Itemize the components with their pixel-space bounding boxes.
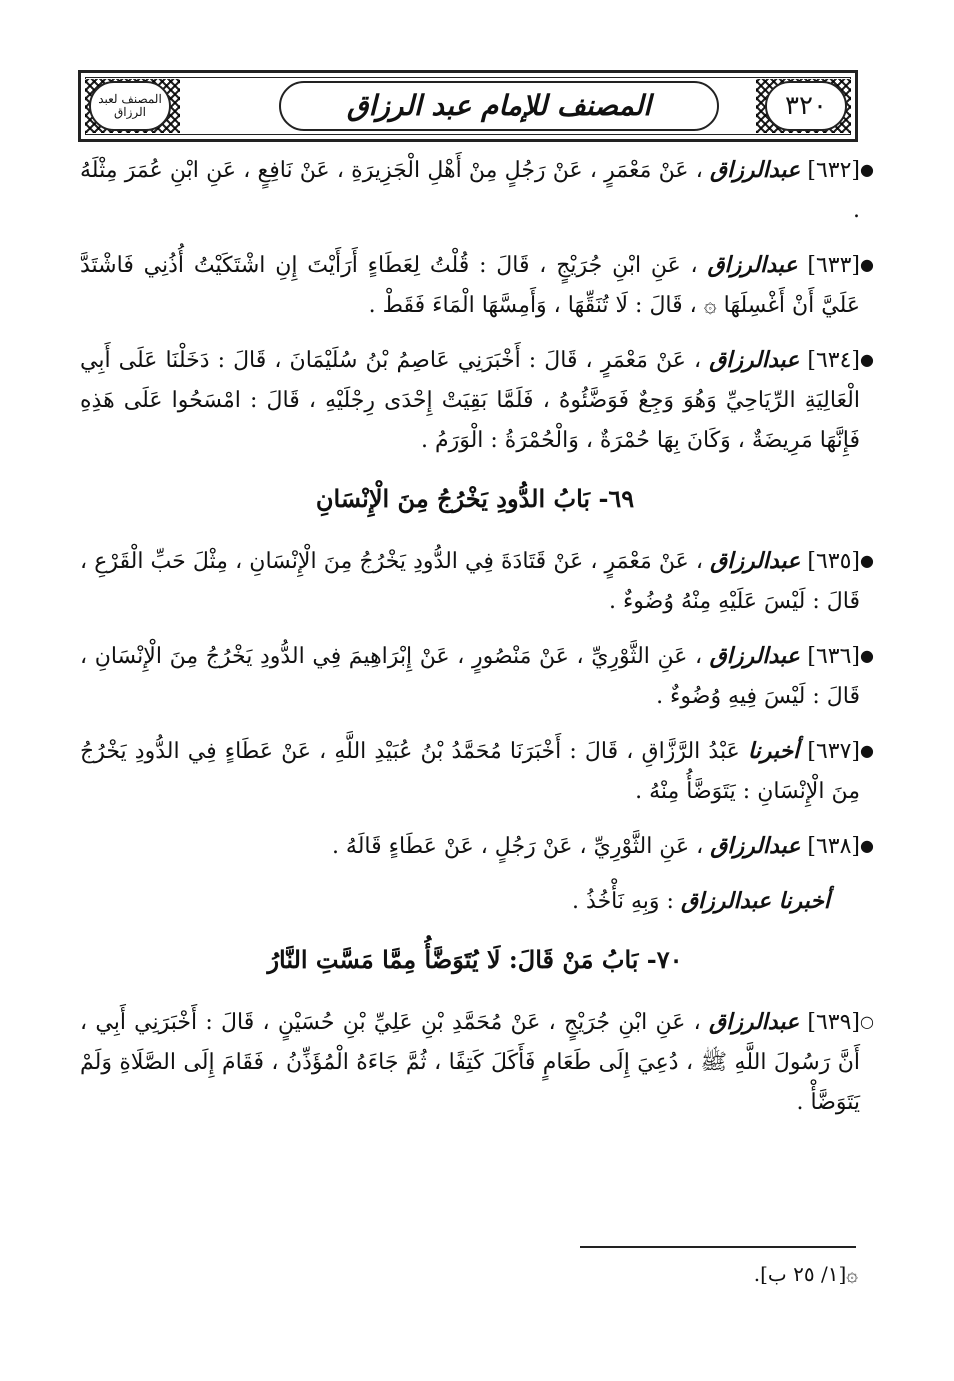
entry-637 <box>80 731 874 812</box>
narrator: عبدالرزاق <box>709 643 800 669</box>
logo-text: المصنف لعبد الرزاق <box>98 91 162 119</box>
bullet-icon: ● <box>860 350 874 369</box>
page-number-cartouche <box>765 81 847 131</box>
narrator: عبدالرزاق <box>710 548 801 574</box>
bullet-icon: ● <box>860 646 874 665</box>
entry-text: ، عَنْ مَعْمَرٍ ، عَنْ قَتَادَةَ فِي الدُّودِ يَخْرُجُ مِنَ الْإِنْسَانِ ، مِثْلَ حَبِّ الْقَرْعِ ، قَالَ : لَيْسَ عَلَيْهِ مِنْهُ وُضُوءٌ . <box>80 549 860 614</box>
entry-number: [٦٣٨] <box>807 834 860 859</box>
entry-number: [٦٣٣] <box>807 253 860 278</box>
footnote: ۞[١/ ٢٥ ب]. <box>753 1262 858 1286</box>
narrator: عبدالرزاق <box>707 252 798 278</box>
entry-633 <box>80 245 874 326</box>
entry-number: [٦٣٤] <box>807 348 861 373</box>
chapter-heading-69: ٦٩- بَابُ الدُّودِ يَخْرُجُ مِنَ الْإِنْسَانِ <box>315 484 635 513</box>
entry-636 <box>80 636 874 717</box>
page-number: ٣٢٠ <box>785 91 827 121</box>
akhbarana-line <box>80 881 870 922</box>
entry-632 <box>80 150 874 231</box>
narrator: عبدالرزاق <box>709 1009 800 1035</box>
entry-number: [٦٣٥] <box>807 549 860 574</box>
hollow-bullet-icon: ○ <box>860 1012 874 1031</box>
narrator: عبدالرزاق <box>709 347 800 373</box>
header-logo <box>89 81 171 131</box>
footnote-divider <box>580 1246 856 1248</box>
entry-text: ، عَنِ الثَّوْرِيِّ ، عَنْ رَجُلٍ ، عَنْ عَطَاءٍ قَالَهُ . <box>331 834 704 859</box>
entry-634 <box>80 340 874 461</box>
narrator: عبدالرزاق <box>710 833 801 859</box>
main-text <box>80 150 874 1137</box>
entry-text: : وَبِهِ نَأْخُذُ . <box>572 889 674 914</box>
entry-number: [٦٣٧] <box>807 739 861 764</box>
bullet-icon: ● <box>860 255 874 274</box>
entry-639 <box>80 1002 874 1123</box>
entry-638 <box>80 826 874 867</box>
chapter-heading-70: ٧٠- بَابُ مَنْ قَالَ: لَا يُتَوَضَّأُ مِمَّا مَسَّتِ النَّارُ <box>267 945 683 974</box>
entry-text: ، عَنِ ابْنِ جُرَيْجٍ ، عَنْ مُحَمَّدِ بْنِ عَلِيِّ بْنِ حُسَيْنٍ ، قَالَ : أَخْبَرَنِي أَبِي ، أَنَّ رَسُولَ اللَّهِ ﷺ ، دُعِيَ إِلَى طَعَامٍ فَأَكَلَ كَتِفًا ، ثُمَّ جَاءَهُ الْمُؤَذِّنُ ، فَقَامَ إِلَى الصَّلَاةِ وَلَمْ يَتَوَضَّأْ . <box>80 1010 860 1115</box>
title-cartouche <box>279 81 719 131</box>
page-header <box>78 70 858 142</box>
entry-text: ، عَنِ الثَّوْرِيِّ ، عَنْ مَنْصُورٍ ، عَنْ إِبْرَاهِيمَ فِي الدُّودِ يَخْرُجُ مِنَ الْإِنْسَانِ ، قَالَ : لَيْسَ فِيهِ وُضُوءٌ . <box>80 644 860 709</box>
entry-text: عَبْدُ الرَّزَّاقِ ، قَالَ : أَخْبَرَنَا مُحَمَّدُ بْنُ عُبَيْدِ اللَّهِ ، عَنْ عَطَاءٍ فِي الدُّودِ يَخْرُجُ مِنَ الْإِنْسَانِ : يَتَوَضَّأُ مِنْهُ . <box>80 739 860 804</box>
bullet-icon: ● <box>860 160 874 179</box>
bullet-icon: ● <box>860 551 874 570</box>
entry-text: ، عَنِ ابْنِ جُرَيْجٍ ، قَالَ : قُلْتُ لِعَطَاءٍ أَرَأَيْتَ إِنِ اشْتَكَيْتُ أُذُنِي فَاشْتَدَّ عَلَيَّ أَنْ أَغْسِلَهَا ۞ ، قَالَ : لَا تُنَقِّهَا ، وَأَمِسَّهَا الْمَاءَ فَقَطْ . <box>80 253 860 318</box>
book-title: المصنف للإمام عبد الرزاق <box>346 89 652 122</box>
narrator: عبدالرزاق <box>710 157 801 183</box>
bullet-icon: ● <box>860 836 874 855</box>
narrator: أخبرنا <box>747 738 800 764</box>
bullet-icon: ● <box>860 741 874 760</box>
entry-number: [٦٣٩] <box>807 1010 861 1035</box>
entry-number: [٦٣٦] <box>807 644 860 669</box>
entry-text: ، عَنْ مَعْمَرٍ ، عَنْ رَجُلٍ مِنْ أَهْلِ الْجَزِيرَةِ ، عَنْ نَافِعٍ ، عَنِ ابْنِ عُمَرَ مِثْلَهُ . <box>80 158 860 223</box>
entry-635 <box>80 541 874 622</box>
narrator: أخبرنا عبدالرزاق <box>680 888 830 914</box>
entry-text: ، عَنْ مَعْمَرٍ ، قَالَ : أَخْبَرَنِي عَاصِمُ بْنُ سُلَيْمَانَ ، قَالَ : دَخَلْنَا عَلَى أَبِي الْعَالِيَةِ الرِّيَاحِيِّ وَهُوَ وَجِعٌ فَوَضَّئُوهُ ، فَلَمَّا بَقِيَتْ إِحْدَى رِجْلَيْهِ ، قَالَ : امْسَحُوا عَلَى هَذِهِ فَإِنَّهَا مَرِيضَةٌ ، وَكَانَ بِهَا حُمْرَةٌ ، وَالْحُمْرَةُ : الْوَرَمُ . <box>80 348 860 453</box>
entry-number: [٦٣٢] <box>807 158 860 183</box>
